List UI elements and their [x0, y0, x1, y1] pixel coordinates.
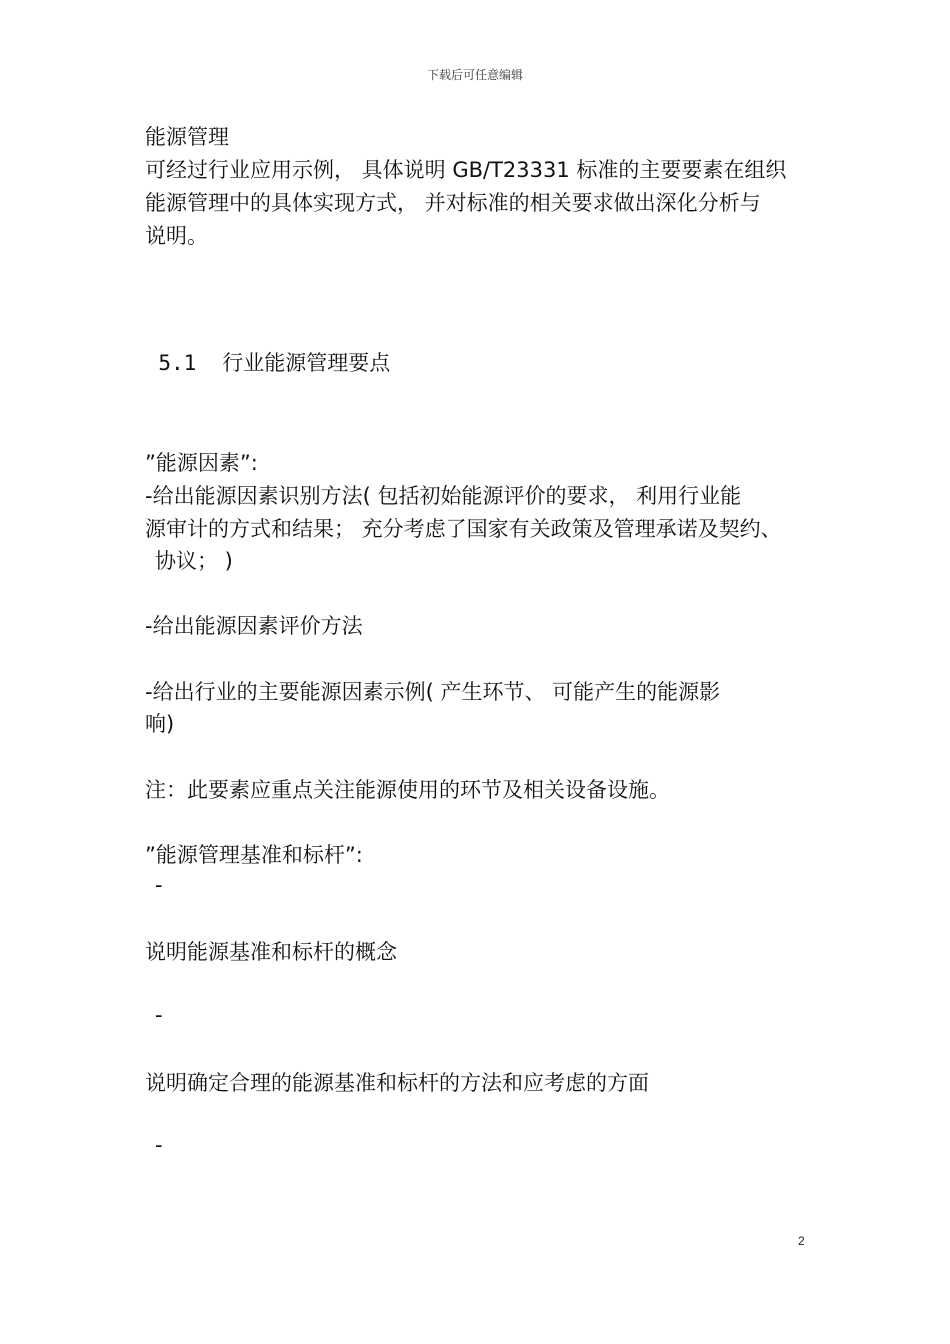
- energy-factors-title: ”能源因素”:: [145, 451, 258, 475]
- benchmark-dash-2: -: [155, 1003, 163, 1027]
- energy-factors-item1-line3: 协议； ): [155, 549, 233, 573]
- page-number: 2: [798, 1234, 805, 1248]
- energy-factors-note: 注：此要素应重点关注能源使用的环节及相关设备设施。: [145, 778, 670, 802]
- intro-line-1: 可经过行业应用示例， 具体说明 GB/T23331 标准的主要要素在组织: [145, 158, 787, 182]
- energy-factors-item3-line2: 响): [145, 712, 175, 736]
- energy-factors-item2: -给出能源因素评价方法: [145, 614, 363, 638]
- page-header: 下载后可任意编辑: [426, 68, 523, 82]
- energy-factors-item1-line1: -给出能源因素识别方法( 包括初始能源评价的要求， 利用行业能: [145, 484, 742, 508]
- section-number: 5.1: [158, 351, 197, 375]
- section-title: 行业能源管理要点: [222, 351, 391, 375]
- energy-factors-item1-line2: 源审计的方式和结果； 充分考虑了国家有关政策及管理承诺及契约、: [145, 517, 782, 541]
- benchmark-dash-3: -: [155, 1133, 163, 1157]
- benchmark-item1: 说明能源基准和标杆的概念: [145, 940, 397, 964]
- benchmark-dash-1: -: [155, 873, 163, 897]
- intro-line-3: 说明。: [145, 224, 208, 248]
- benchmark-title: ”能源管理基准和标杆”:: [145, 843, 363, 867]
- energy-factors-item3-line1: -给出行业的主要能源因素示例( 产生环节、 可能产生的能源影: [145, 680, 721, 704]
- section-heading: [145, 318, 390, 378]
- benchmark-item2: 说明确定合理的能源基准和标杆的方法和应考虑的方面: [145, 1071, 649, 1095]
- intro-line-2: 能源管理中的具体实现方式， 并对标准的相关要求做出深化分析与: [145, 191, 761, 215]
- intro-heading-tail: 能源管理: [145, 125, 229, 149]
